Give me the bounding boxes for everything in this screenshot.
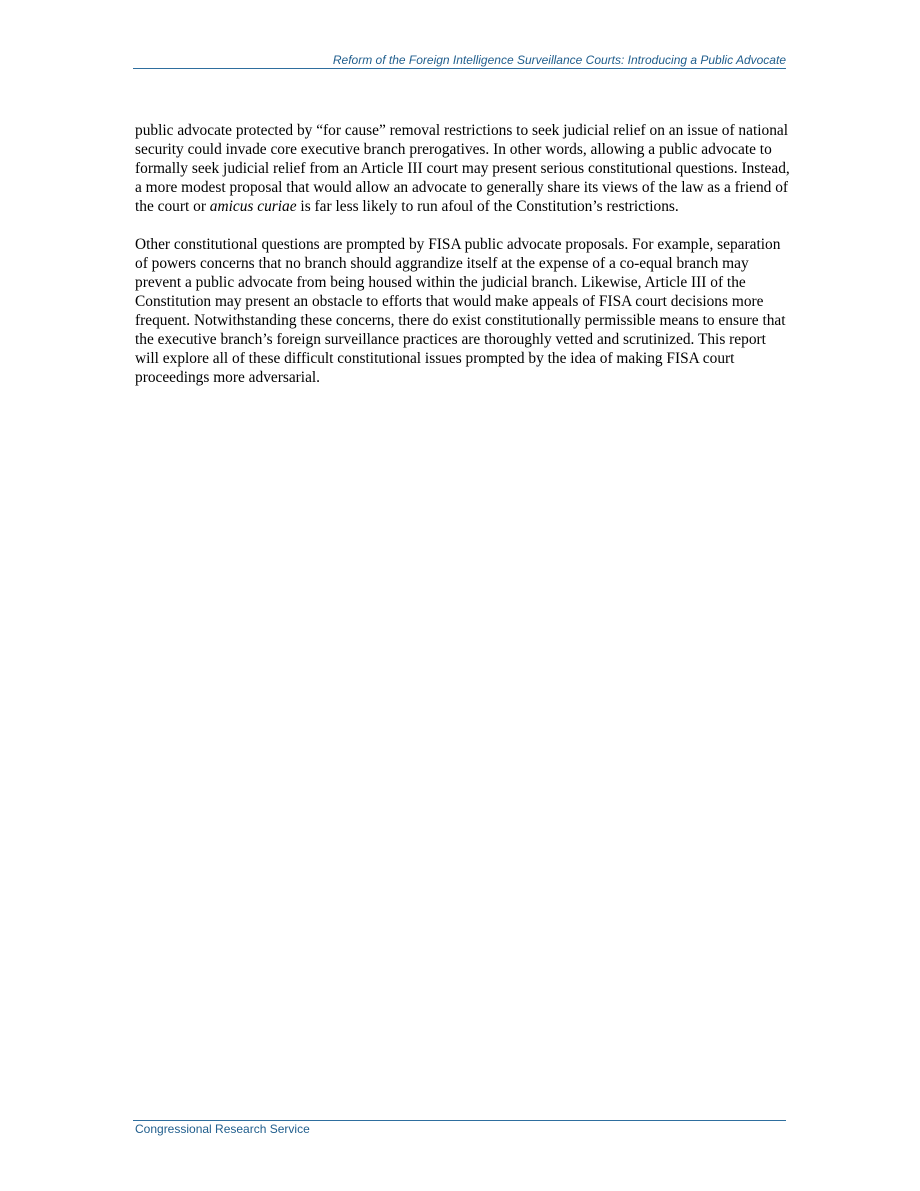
paragraph-2: Other constitutional questions are prompted by FISA public advocate proposals. For example, separation of powers concerns that no branch should aggrandize itself at the expense of a co-equal branch may prevent a public advocate from being housed within the judicial branch. Likewise, Article III of the Constitution may present an obstacle to efforts that would make appeals of FISA court decisions more frequent. Notwithstanding these concerns, there do exist constitutionally permissible means to ensure that the executive branch’s foreign surveillance practices are thoroughly vetted and scrutinized. This report will explore all of these difficult constitutional issues prompted by the idea of making FISA court proceedings more adversarial. (135, 236, 786, 386)
running-header-title: Reform of the Foreign Intelligence Surveillance Courts: Introducing a Public Advocate (332, 53, 786, 67)
paragraph-1-text-start: public advocate protected by “for cause” removal restrictions to seek judicial relief on an issue of national security could invade core executive branch prerogatives. In other words, allowing a public advocate to formally seek judicial relief from an Article III court may present serious constitutional questions. Instead, a more modest proposal that would allow an advocate to generally share its views of the law as a friend of the court or (135, 122, 790, 215)
report-body (135, 121, 790, 387)
paragraph-1-italic-term: amicus curiae (209, 198, 297, 215)
paragraph-1 (135, 121, 790, 216)
header-divider (133, 68, 786, 69)
running-footer-organization: Congressional Research Service (135, 1122, 310, 1136)
paragraph-1-text-end: is far less likely to run afoul of the Constitution’s restrictions. (296, 198, 679, 215)
footer-divider (133, 1120, 786, 1121)
